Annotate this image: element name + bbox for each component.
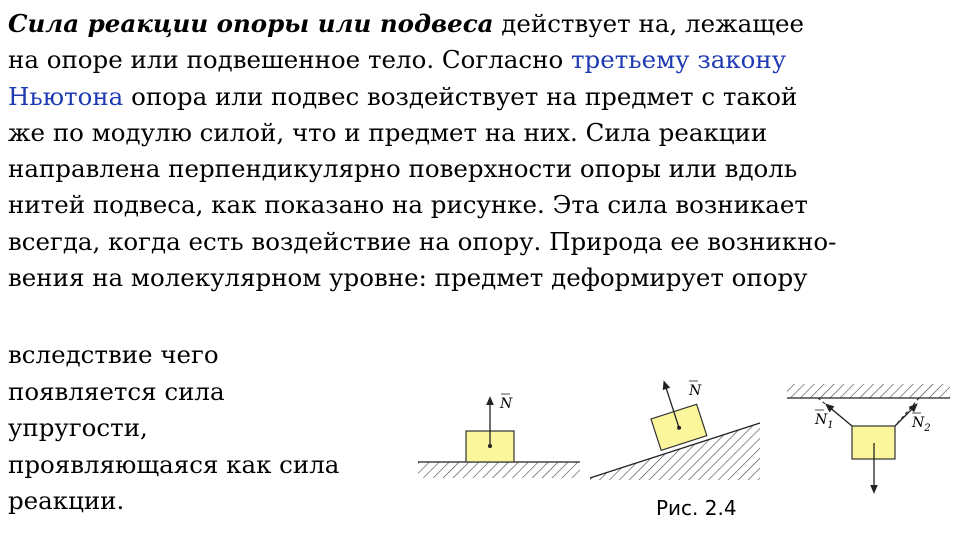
newton-link[interactable]: Ньютона (8, 81, 124, 111)
cont-line-5: реакции. (8, 486, 125, 516)
ground-hatch (418, 462, 580, 478)
cont-line-3: упругости, (8, 413, 148, 443)
line-8: вения на молекулярном уровне: предмет деформирует опору (8, 263, 808, 293)
cont-line-1: вследствие чего (8, 340, 219, 369)
ceiling-hatch (787, 384, 950, 398)
line-1-rest: действует на, лежащее (493, 9, 805, 38)
line-5: направлена перпендикулярно поверхности опоры или вдоль (8, 154, 798, 184)
line-6: нитей подвеса, как показано на рисунке. Эта сила возникает (8, 190, 808, 220)
newton-law-link[interactable]: третьему закону (571, 45, 787, 75)
cont-line-2: появляется сила (8, 376, 225, 406)
figure-caption: Рис. 2.4 (656, 496, 737, 520)
bold-title: Сила реакции опоры или подвеса (8, 9, 494, 38)
label-n1: $N_1$ (815, 412, 834, 431)
label-n2: $N_2$ (912, 415, 931, 434)
label-n-b: N (689, 383, 702, 399)
line-4: же по модулю силой, что и предмет на них. Сила реакции (8, 117, 768, 147)
force-point (488, 444, 492, 448)
line-7: всегда, когда есть воздействие на опору. Природа ее возникно- (8, 226, 837, 256)
figure-inclined-support (590, 377, 760, 480)
figure-horizontal-support (418, 394, 580, 478)
figure-suspension (787, 384, 950, 490)
line-2-start: на опоре или подвешенное тело. Согласно (8, 45, 571, 75)
line-3-rest: опора или подвес воздействует на предмет с такой (123, 81, 798, 111)
cont-line-4: проявляющаяся как сила (8, 449, 340, 479)
label-n-a: N (500, 396, 513, 412)
